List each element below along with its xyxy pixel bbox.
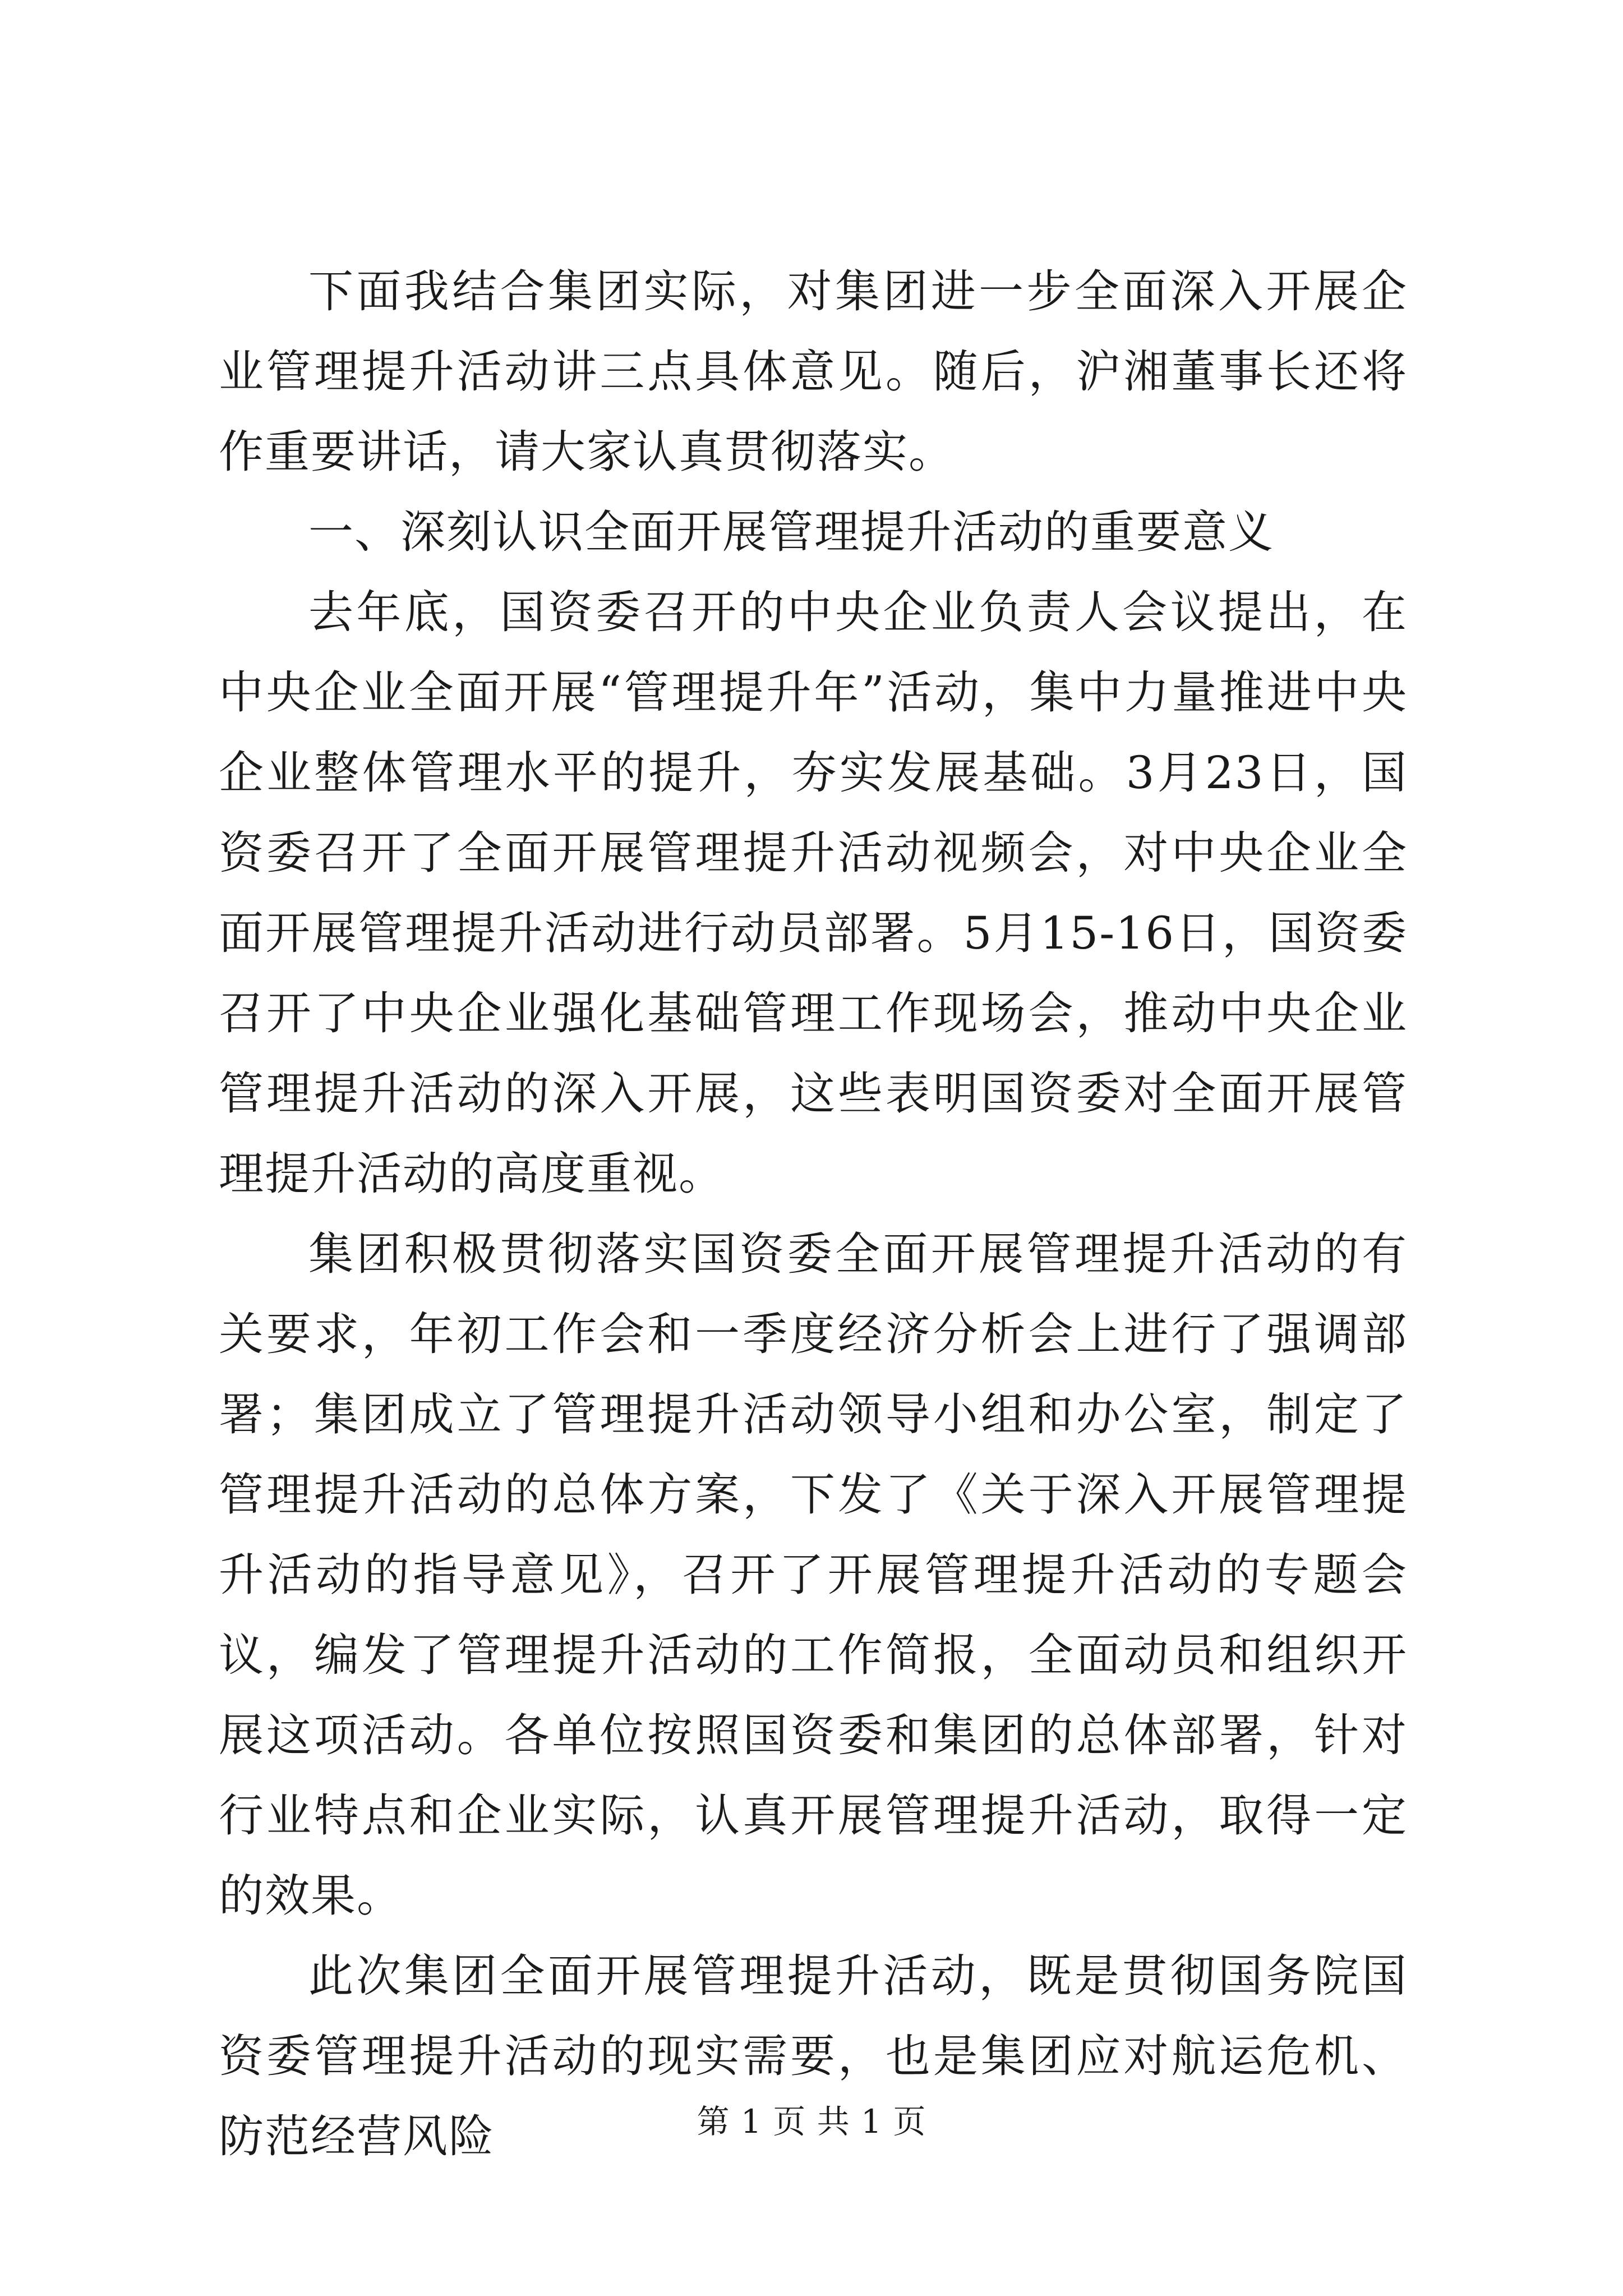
page-number-footer: 第 1 页 共 1 页 — [697, 2102, 926, 2141]
paragraph-group-actions: 集团积极贯彻落实国资委全面开展管理提升活动的有关要求，年初工作会和一季度经济分析会上进行了强调部署；集团成立了管理提升活动领导小组和办公室，制定了管理提升活动的总体方案，下发了《关于深入开展管理提升活动的指导意见》，召开了开展管理提升活动的专题会议，编发了管理提升活动的工作简报，全面动员和组织开展这项活动。各单位按照国资委和集团的总体部署，针对行业特点和企业实际，认真开展管理提升活动，取得一定的效果。 — [219, 1228, 1408, 1922]
document-body — [219, 251, 1408, 2177]
paragraph-background: 去年底，国资委召开的中央企业负责人会议提出，在中央企业全面开展“管理提升年”活动，集中力量推进中央企业整体管理水平的提升，夯实发展基础。3月23日，国资委召开了全面开展管理提升活动视频会，对中央企业全面开展管理提升活动进行动员部署。5月15-16日，国资委召开了中央企业强化基础管理工作现场会，推动中央企业管理提升活动的深入开展，这些表明国资委对全面开展管理提升活动的高度重视。 — [219, 586, 1408, 1200]
paragraph-intro: 下面我结合集团实际，对集团进一步全面深入开展企业管理提升活动讲三点具体意见。随后，沪湘董事长还将作重要讲话，请大家认真贯彻落实。 — [219, 265, 1408, 478]
section-heading: 一、深刻认识全面开展管理提升活动的重要意义 — [308, 506, 1274, 558]
paragraph-significance: 此次集团全面开展管理提升活动，既是贯彻国务院国资委管理提升活动的现实需要，也是集团应对航运危机、防范经营风险 — [219, 1950, 1408, 2162]
